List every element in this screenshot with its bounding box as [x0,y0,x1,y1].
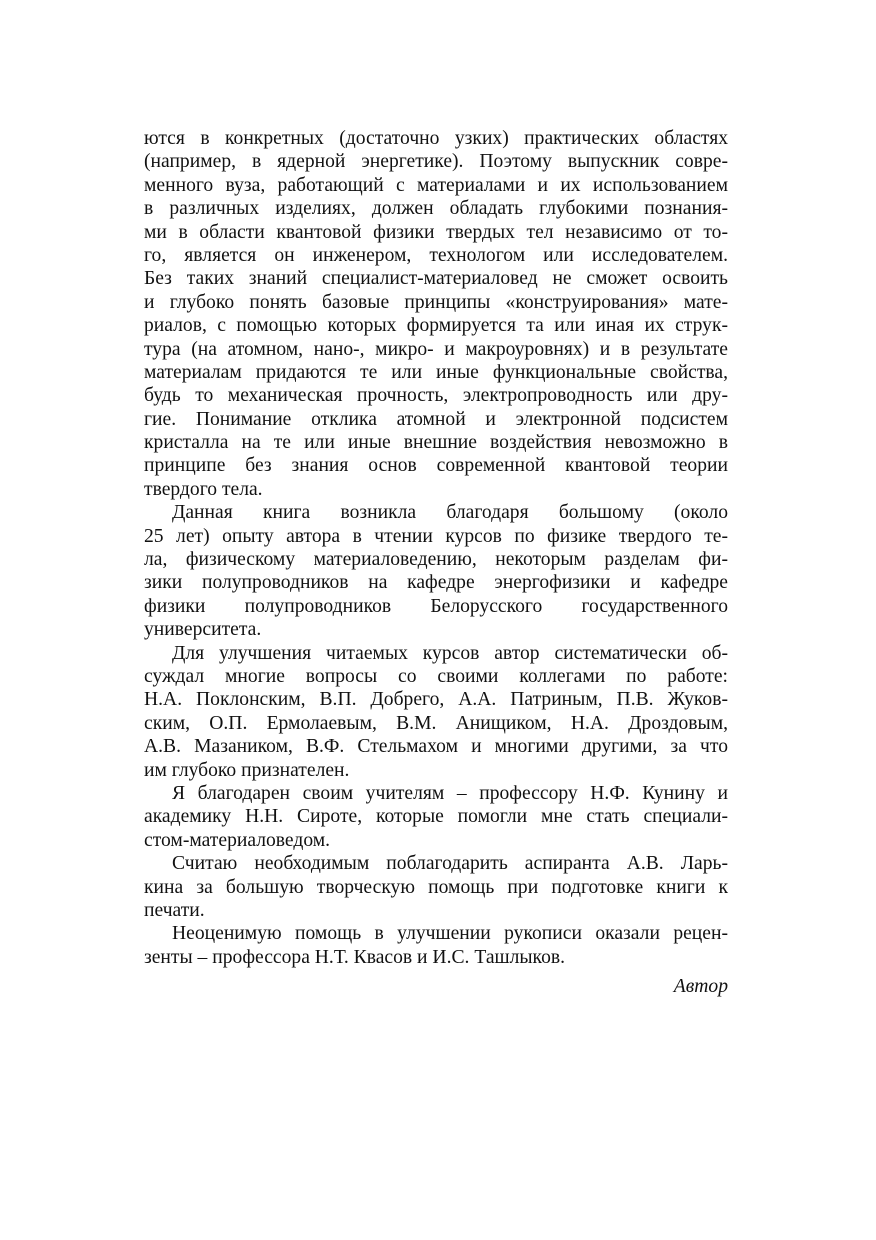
text-line: зики полупроводников на кафедре энергофизики и кафедре [144,572,728,594]
text-line: зенты – профессора Н.Т. Квасов и И.С. Ташлыков. [144,946,566,968]
text-line: кристалла на те или иные внешние воздействия невозможно в [144,432,728,454]
text-line: 25 лет) опыту автора в чтении курсов по физике твердого те- [144,525,728,547]
paragraph-1 [144,127,728,501]
paragraph-2 [144,501,728,641]
text-line: Без таких знаний специалист-материаловед не сможет освоить [144,268,728,290]
paragraph-5 [144,852,728,922]
text-line: ми в области квантовой физики твердых тел независимо от то- [144,221,728,243]
text-line: ским, О.П. Ермолаевым, В.М. Анищиком, Н.А. Дроздовым, [144,712,728,734]
text-line: (например, в ядерной энергетике). Поэтому выпускник совре- [144,151,728,173]
text-line: физики полупроводников Белорусского государственного [144,595,728,617]
text-line: будь то механическая прочность, электропроводность или дру- [144,385,728,407]
text-line: А.В. Мазаником, В.Ф. Стельмахом и многими другими, за что [144,736,728,758]
text-line: Данная книга возникла благодаря большому (около [172,502,728,524]
text-line: материалам придаются те или иные функциональные свойства, [144,361,728,383]
text-line: гие. Понимание отклика атомной и электронной подсистем [144,408,728,430]
text-line: академику Н.Н. Сироте, которые помогли мне стать специали- [144,806,728,828]
text-line: риалов, с помощью которых формируется та или иная их струк- [144,315,728,337]
text-line: печати. [144,899,205,921]
body-text [144,127,728,998]
paragraph-3 [144,642,728,782]
text-line: твердого тела. [144,478,263,500]
text-line: принципе без знания основ современной квантовой теории [144,455,728,477]
text-line: Считаю необходимым поблагодарить аспиранта А.В. Ларь- [172,853,728,875]
text-line: кина за большую творческую помощь при подготовке книги к [144,876,728,898]
text-line: Я благодарен своим учителям – профессору Н.Ф. Кунину и [172,782,728,804]
text-line: Н.А. Поклонским, В.П. Добрего, А.А. Патриным, П.В. Жуков- [144,689,728,711]
text-line: стом-материаловедом. [144,829,331,851]
text-line: в различных изделиях, должен обладать глубокими познания- [144,198,728,220]
text-line: им глубоко признателен. [144,759,350,781]
text-line: Для улучшения читаемых курсов автор систематически об- [172,642,728,664]
text-line: ются в конкретных (достаточно узких) практических областях [144,128,728,149]
paragraph-4 [144,782,728,852]
text-line: Неоценимую помощь в улучшении рукописи оказали рецен- [172,923,728,945]
text-line: ла, физическому материаловедению, некоторым разделам фи- [144,549,728,571]
paragraph-6 [144,922,728,969]
text-line: тура (на атомном, нано-, микро- и макроуровнях) и в результате [144,338,728,360]
text-line: менного вуза, работающий с материалами и их использованием [144,174,728,196]
text-line: и глубоко понять базовые принципы «конструирования» мате- [144,291,728,313]
text-line: го, является он инженером, технологом или исследователем. [144,244,728,266]
author-signature: Автор [673,976,728,998]
text-line: суждал многие вопросы со своими коллегами по работе: [144,665,728,687]
text-line: университета. [144,619,262,641]
